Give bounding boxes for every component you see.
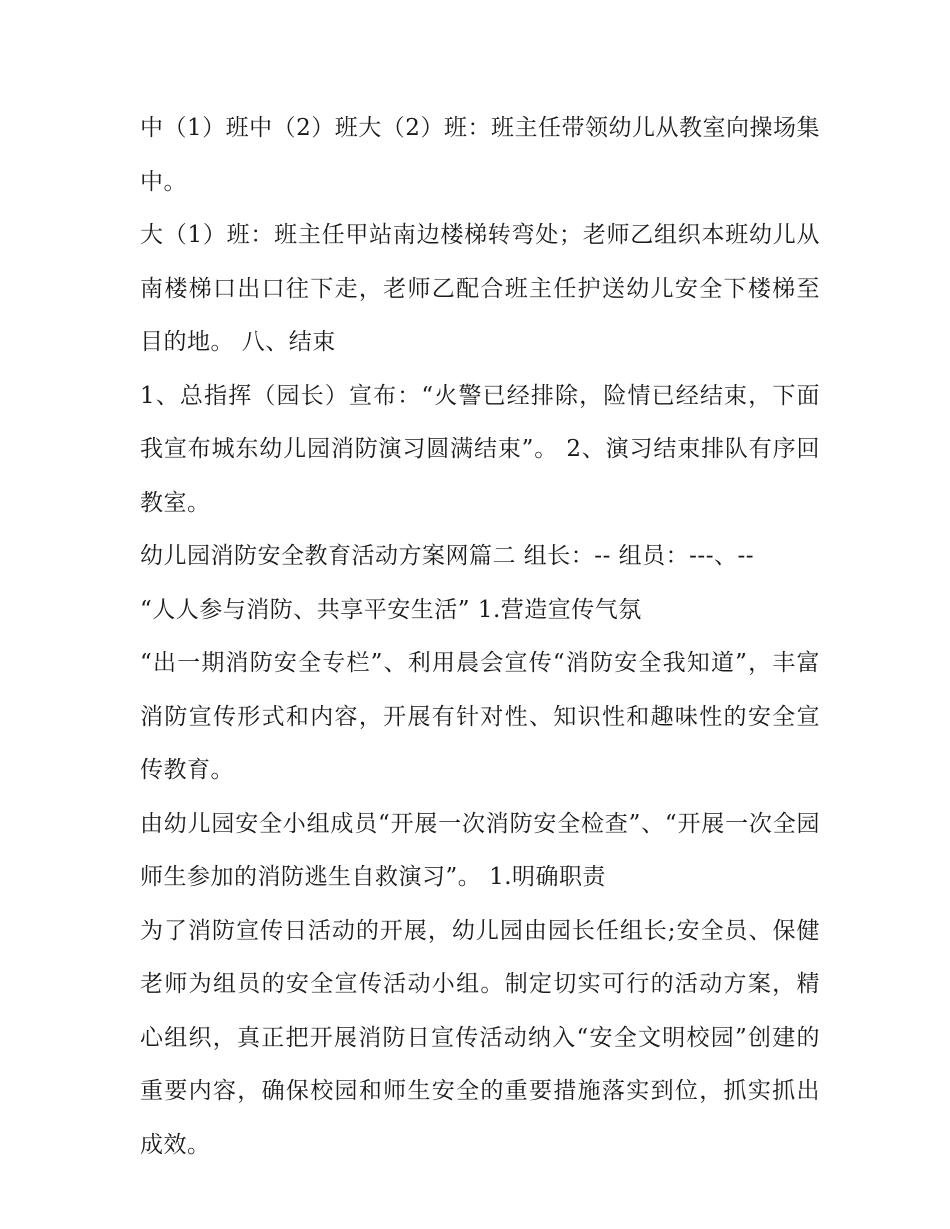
paragraph-class-assembly: 中（1）班中（2）班大（2）班：班主任带领幼儿从教室向操场集中。 [140,115,820,195]
paragraph-responsibilities: 为了消防宣传日活动的开展，幼儿园由园长任组长;安全员、保健老师为组员的安全宣传活动小组。制定切实可行的活动方案，精心组织，真正把开展消防日宣传活动纳入“安全文明校园”创建的重要内容，确保校园和师生安全的重要措施落实到位，抓实抓出成效。 [140,917,820,1158]
document-body [140,102,820,1172]
paragraph-drill-end: 1、总指挥（园长）宣布：“火警已经排除，险情已经结束，下面我宣布城东幼儿园消防演习圆满结束”。 2、演习结束排队有序回教室。 [140,382,820,516]
paragraph-big-class-evacuation: 大（1）班：班主任甲站南边楼梯转弯处；老师乙组织本班幼儿从南楼梯口出口往下走，老师乙配合班主任护送幼儿安全下楼梯至目的地。 八、结束 [140,222,820,355]
paragraph-theme: “人人参与消防、共享平安生活” 1.营造宣传气氛 [140,596,642,623]
paragraph-publicity: “出一期消防安全专栏”、利用晨会宣传“消防安全我知道”，丰富消防宣传形式和内容，开展有针对性、知识性和趣味性的安全宣传教育。 [140,650,820,783]
paragraph-safety-check: 由幼儿园安全小组成员“开展一次消防安全检查”、“开展一次全园师生参加的消防逃生自救演习”。 1.明确职责 [140,810,820,890]
paragraph-plan-two-heading: 幼儿园消防安全教育活动方案网篇二 组长：-- 组员：---、-- [140,543,755,569]
